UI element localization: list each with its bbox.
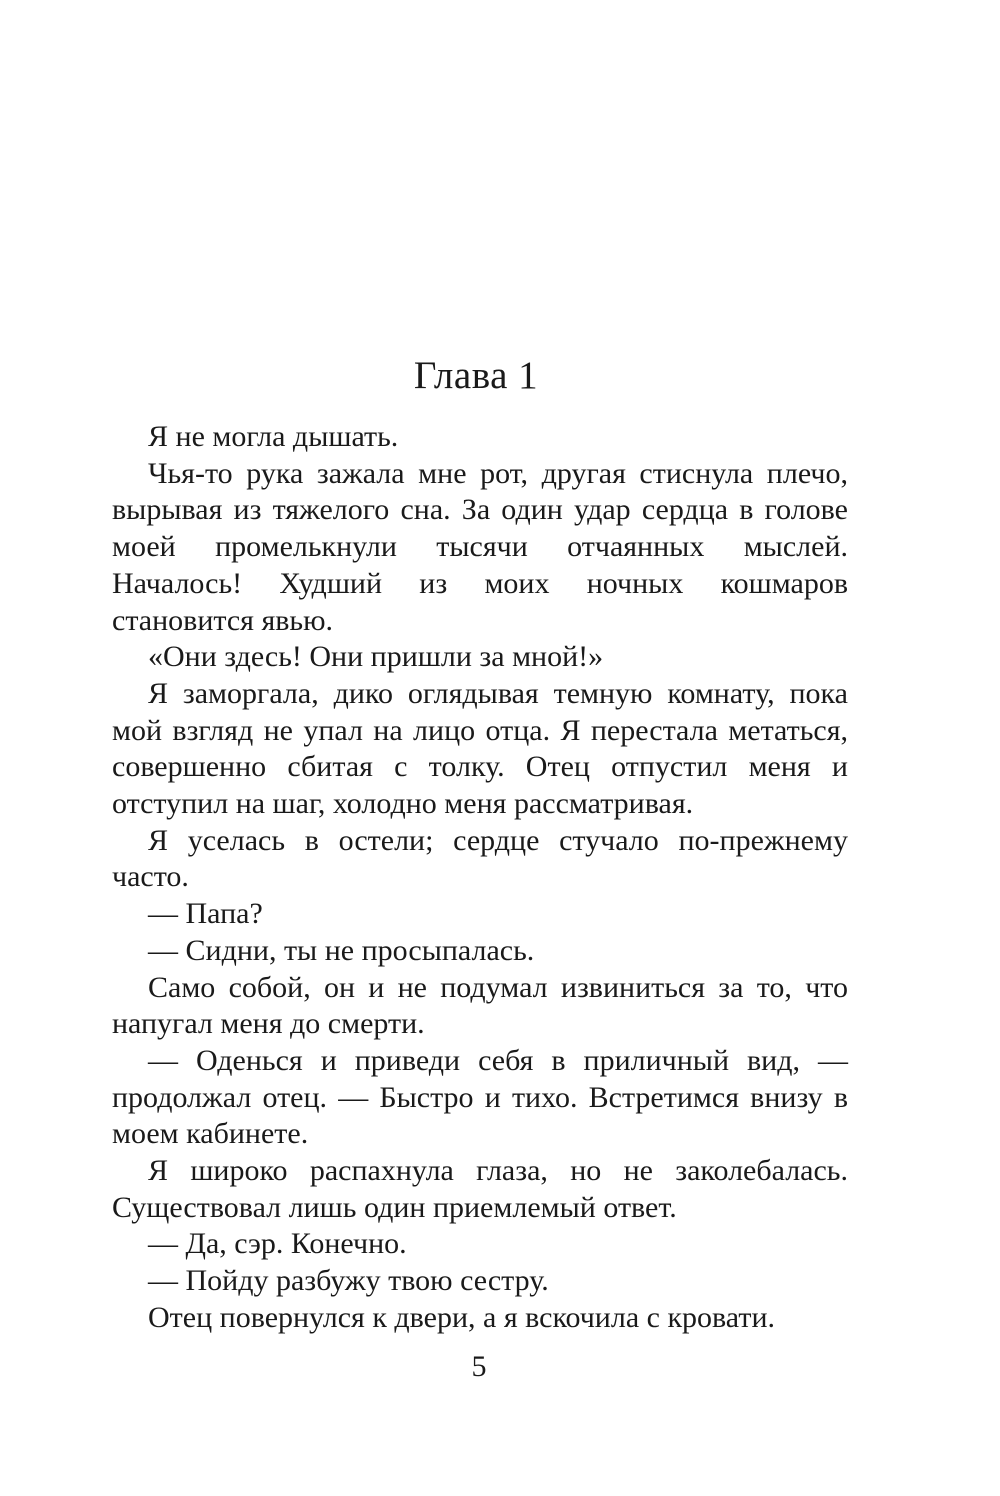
page-number: 5 (471, 1350, 487, 1383)
paragraph: — Да, сэр. Конечно. (148, 1227, 407, 1261)
paragraph: «Они здесь! Они пришли за мной!» (148, 640, 604, 674)
paragraph: Я заморгала, дико оглядывая темную комнату, пока мой взгляд не упал на лицо отца. Я перестала метаться, совершенно сбитая с толку. Отец отпустил меня и отступил на шаг, холодно меня рассматривая. (112, 676, 848, 821)
paragraph: Чья-то рука зажала мне рот, другая стиснула плечо, вырывая из тяжелого сна. За один удар сердца в голове моей промелькнули тысячи отчаянных мыслей. Началось! Худший из моих ночных кошмаров становится явью. (112, 456, 848, 637)
paragraph: Отец повернулся к двери, а я вскочила с кровати. (148, 1300, 776, 1334)
paragraph: — Папа? (148, 897, 263, 931)
body-text (112, 419, 848, 1337)
paragraph: Я не могла дышать. (148, 420, 399, 453)
paragraph: — Сидни, ты не просыпалась. (148, 933, 535, 967)
paragraph: — Оденься и приведи себя в приличный вид, — продолжал отец. — Быстро и тихо. Встретимся внизу в моем кабинете. (112, 1043, 848, 1151)
paragraph: Я широко распахнула глаза, но не заколебалась. Существовал лишь один приемлемый ответ. (112, 1154, 848, 1224)
paragraph: Само собой, он и не подумал извиниться за то, что напугал меня до смерти. (112, 970, 848, 1041)
paragraph: Я уселась в остели; сердце стучало по-прежнему часто. (112, 823, 848, 894)
paragraph: — Пойду разбужу твою сестру. (148, 1264, 549, 1298)
chapter-title: Глава 1 (413, 354, 539, 397)
